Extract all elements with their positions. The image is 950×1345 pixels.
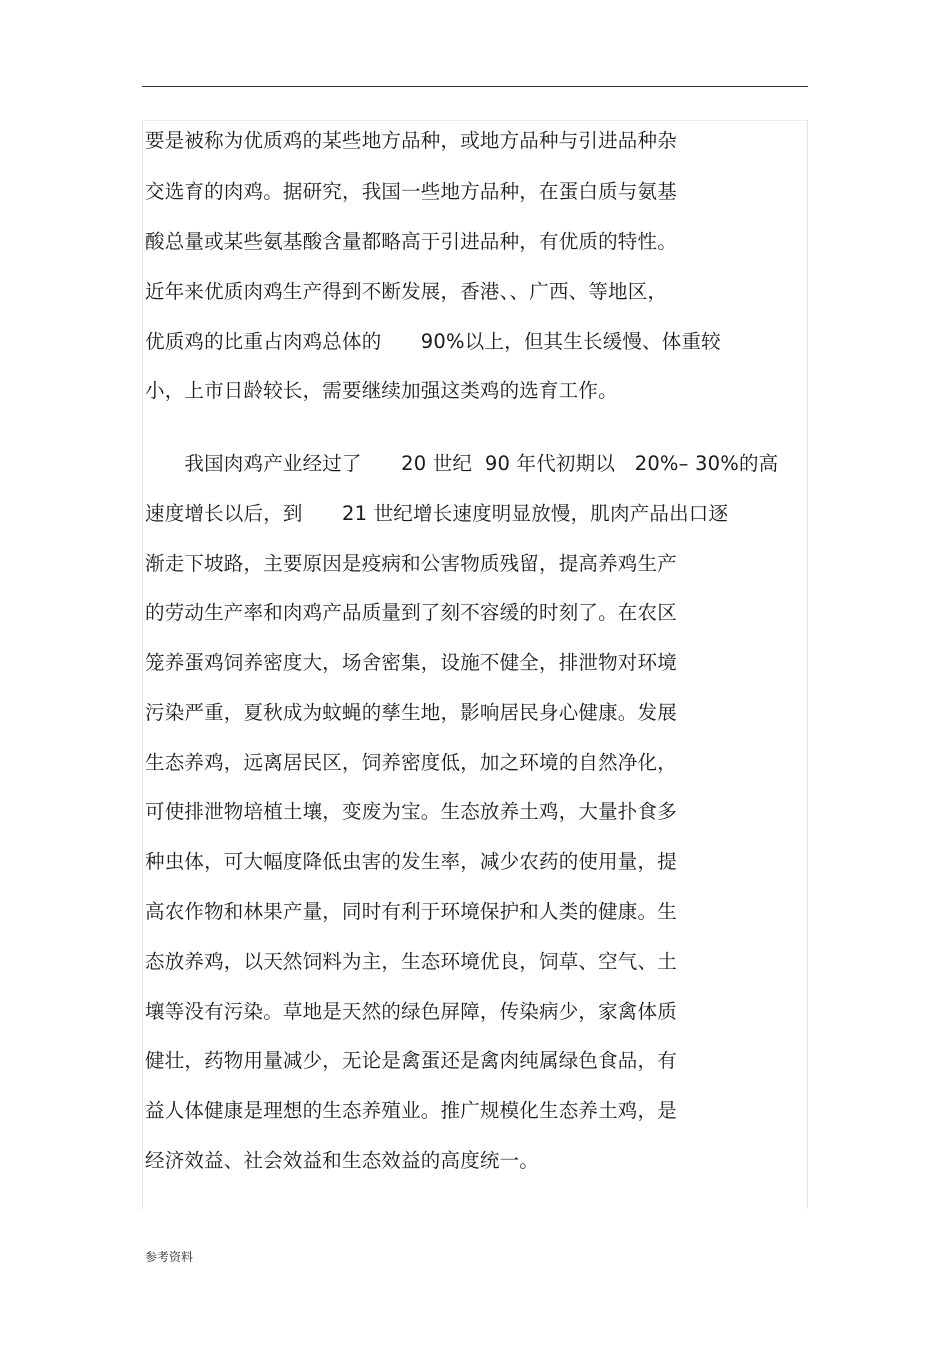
text-line: 壤等没有污染。草地是天然的绿色屏障，传染病少，家禽体质 — [145, 1000, 677, 1023]
text-line: 近年来优质肉鸡生产得到不断发展，香港、、广西、等地区， — [145, 280, 668, 303]
text-line: 健壮，药物用量减少，无论是禽蛋还是禽肉纯属绿色食品，有 — [145, 1049, 677, 1072]
text-line: 经济效益、社会效益和生态效益的高度统一。 — [145, 1149, 540, 1172]
text-line: 种虫体，可大幅度降低虫害的发生率，减少农药的使用量，提 — [145, 850, 677, 873]
text-line: 高农作物和林果产量，同时有利于环境保护和人类的健康。生 — [145, 900, 677, 923]
text-line: 笼养蛋鸡饲养密度大，场舍密集，设施不健全，排泄物对环境 — [145, 651, 677, 674]
text-line: 的劳动生产率和肉鸡产品质量到了刻不容缓的时刻了。在农区 — [145, 601, 677, 624]
text-line: 酸总量或某些氨基酸含量都略高于引进品种，有优质的特性。 — [145, 230, 677, 253]
text-line: 要是被称为优质鸡的某些地方品种，或地方品种与引进品种杂 — [145, 129, 677, 152]
text-line: 态放养鸡，以天然饲料为主，生态环境优良，饲草、空气、土 — [145, 950, 677, 973]
footer-label: 参考资料 — [145, 1250, 194, 1264]
text-line: 速度增长以后，到 21 世纪增长速度明显放慢，肌肉产品出口逐 — [145, 502, 729, 525]
text-line: 可使排泄物培植土壤，变废为宝。生态放养土鸡，大量扑食多 — [145, 800, 677, 823]
text-line: 污染严重，夏秋成为蚊蝇的孳生地，影响居民身心健康。发展 — [145, 701, 677, 724]
text-line: 交选育的肉鸡。据研究，我国一些地方品种，在蛋白质与氨基 — [145, 180, 677, 203]
text-line: 我国肉鸡产业经过了 20 世纪 90 年代初期以 20%– 30%的高 — [145, 452, 779, 475]
header-rule — [142, 86, 808, 87]
text-line: 优质鸡的比重占肉鸡总体的 90%以上，但其生长缓慢、体重较 — [145, 330, 721, 353]
text-line: 生态养鸡，远离居民区，饲养密度低，加之环境的自然净化， — [145, 751, 677, 774]
text-line: 小，上市日龄较长，需要继续加强这类鸡的选育工作。 — [145, 379, 618, 402]
text-line: 渐走下坡路，主要原因是疫病和公害物质残留，提高养鸡生产 — [145, 552, 677, 575]
text-line: 益人体健康是理想的生态养殖业。推广规模化生态养土鸡，是 — [145, 1099, 677, 1122]
